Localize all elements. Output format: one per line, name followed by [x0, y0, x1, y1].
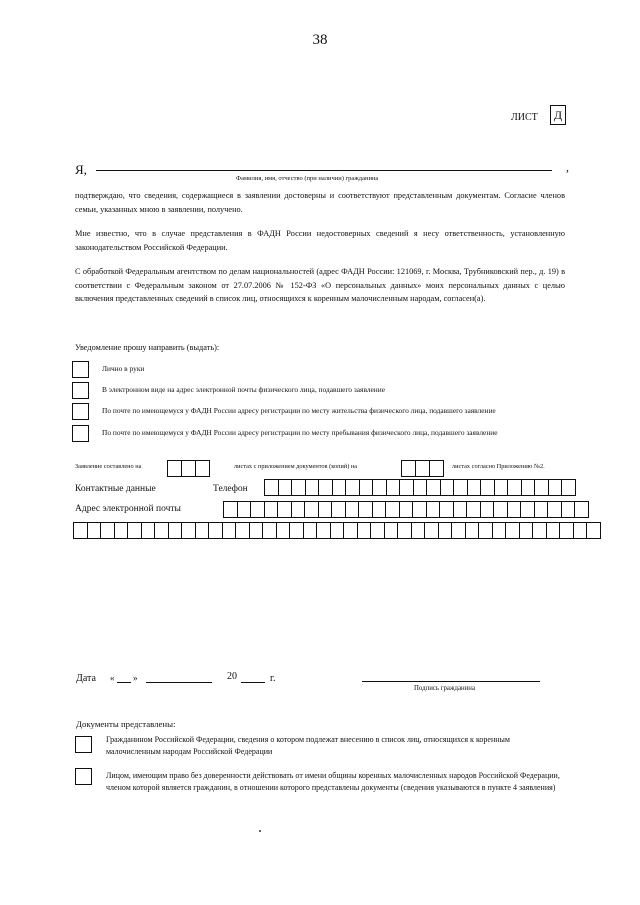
- char-cell[interactable]: [534, 479, 549, 496]
- char-cell[interactable]: [73, 522, 88, 539]
- char-cell[interactable]: [318, 479, 333, 496]
- signature-caption: Подпись гражданина: [414, 685, 475, 692]
- consent-paragraph: С обработкой Федеральным агентством по делам национальностей (адрес ФАДН России: 121069, г. Москва, Трубниковский пер., д. 19) в соответствии с Федеральным законом от 27.07.2006 № 152-ФЗ «О персональных данных» моих персональных данных с целью включения представленных сведений в список лиц, относящихся к коренным малочисленным народам, согласен(а).: [75, 267, 565, 303]
- char-cell[interactable]: [357, 522, 372, 539]
- char-cell[interactable]: [358, 501, 373, 518]
- char-cell[interactable]: [249, 522, 264, 539]
- char-cell[interactable]: [277, 501, 292, 518]
- char-cell[interactable]: [386, 479, 401, 496]
- char-cell[interactable]: [424, 522, 439, 539]
- notification-heading: Уведомление прошу направить (выдать):: [75, 343, 220, 352]
- notify-mail-residence-checkbox[interactable]: [72, 403, 89, 420]
- notify-email-checkbox[interactable]: [72, 382, 89, 399]
- char-cell[interactable]: [343, 522, 358, 539]
- char-cell[interactable]: [451, 522, 466, 539]
- char-cell[interactable]: [586, 522, 601, 539]
- char-cell[interactable]: [222, 522, 237, 539]
- notify-option-label: В электронном виде на адрес электронной почты физического лица, подавшего заявление: [102, 385, 385, 394]
- char-cell[interactable]: [141, 522, 156, 539]
- char-cell[interactable]: [505, 522, 520, 539]
- char-cell[interactable]: [574, 501, 589, 518]
- char-cell[interactable]: [561, 501, 576, 518]
- char-cell[interactable]: [439, 501, 454, 518]
- year-prefix: 20: [227, 671, 237, 682]
- contacts-label: Контактные данные: [75, 484, 156, 494]
- char-cell[interactable]: [278, 479, 293, 496]
- char-cell[interactable]: [521, 479, 536, 496]
- char-cell[interactable]: [480, 501, 495, 518]
- char-cell[interactable]: [318, 501, 333, 518]
- char-cell[interactable]: [426, 479, 441, 496]
- char-cell[interactable]: [195, 522, 210, 539]
- char-cell[interactable]: [453, 501, 468, 518]
- char-cell[interactable]: [289, 522, 304, 539]
- char-cell[interactable]: [440, 479, 455, 496]
- sheet-count-cells[interactable]: [168, 460, 210, 477]
- full-name-field[interactable]: [96, 170, 552, 171]
- phone-label: Телефон: [213, 484, 248, 494]
- char-cell[interactable]: [223, 501, 238, 518]
- char-cell[interactable]: [237, 501, 252, 518]
- char-cell[interactable]: [547, 501, 562, 518]
- declarant-prefix: Я,: [75, 162, 87, 177]
- char-cell[interactable]: [453, 479, 468, 496]
- scan-speck: [259, 830, 261, 832]
- notify-option-label: По почте по имеющемуся у ФАДН России адресу регистрации по месту пребывания физического лица, подавшего заявление: [102, 428, 498, 437]
- email-cells-row1[interactable]: [224, 501, 589, 518]
- char-cell[interactable]: [534, 501, 549, 518]
- char-cell[interactable]: [276, 522, 291, 539]
- full-name-caption: Фамилия, имя, отчество (при наличии) гражданина: [236, 175, 379, 182]
- char-cell[interactable]: [305, 479, 320, 496]
- char-cell[interactable]: [493, 501, 508, 518]
- char-cell[interactable]: [559, 522, 574, 539]
- month-field[interactable]: [146, 682, 212, 683]
- documents-option-label: Лицом, имеющим право без доверенности действовать от имени общины коренных малочисленных народов Российской Федерации, членом которой является гражданин, в отношении которого представлены документы (сведения указываются в пункте 4 заявления): [106, 771, 560, 792]
- char-cell[interactable]: [507, 501, 522, 518]
- char-cell[interactable]: [250, 501, 265, 518]
- notify-in-person-checkbox[interactable]: [72, 361, 89, 378]
- char-cell[interactable]: [466, 501, 481, 518]
- documents-heading: Документы представлены:: [76, 719, 176, 729]
- char-cell[interactable]: [370, 522, 385, 539]
- char-cell[interactable]: [399, 501, 414, 518]
- date-quote-open: «: [110, 673, 115, 683]
- char-cell[interactable]: [208, 522, 223, 539]
- char-cell[interactable]: [372, 501, 387, 518]
- char-cell[interactable]: [264, 479, 279, 496]
- responsibility-paragraph: Мне известно, что в случае представления в ФАДН России недостоверных сведений я несу ответственность, установленную законодательством Российской Федерации.: [75, 229, 565, 252]
- char-cell[interactable]: [372, 479, 387, 496]
- documents-option-label: Гражданином Российской Федерации, сведения о котором подлежат внесению в список лиц, относящихся к коренным малочисленным народам Российской Федерации: [106, 735, 510, 756]
- char-cell[interactable]: [494, 479, 509, 496]
- date-quote-close: »: [133, 673, 138, 683]
- char-cell[interactable]: [332, 479, 347, 496]
- char-cell[interactable]: [359, 479, 374, 496]
- char-cell[interactable]: [385, 501, 400, 518]
- date-label: Дата: [76, 673, 96, 684]
- notify-option-label: По почте по имеющемуся у ФАДН России адресу регистрации по месту жительства физического лица, подавшего заявление: [102, 406, 496, 415]
- char-cell[interactable]: [465, 522, 480, 539]
- confirmation-paragraph: подтверждаю, что сведения, содержащиеся в заявлении достоверны и соответствуют представленным документам. Согласие членов семьи, указанных мною в заявлении, получено.: [75, 191, 565, 214]
- char-cell[interactable]: [330, 522, 345, 539]
- char-cell[interactable]: [412, 501, 427, 518]
- char-cell[interactable]: [154, 522, 169, 539]
- signature-field[interactable]: [362, 681, 540, 682]
- char-cell[interactable]: [467, 479, 482, 496]
- declarant-comma: ,: [566, 160, 569, 174]
- char-cell[interactable]: [561, 479, 576, 496]
- char-cell[interactable]: [316, 522, 331, 539]
- char-cell[interactable]: [168, 522, 183, 539]
- composition-label-3: листах согласно Приложению №2.: [452, 463, 545, 470]
- char-cell[interactable]: [345, 501, 360, 518]
- year-field[interactable]: [241, 682, 265, 683]
- char-cell[interactable]: [114, 522, 129, 539]
- char-cell[interactable]: [264, 501, 279, 518]
- attachment-count-cells[interactable]: [402, 460, 444, 477]
- char-cell[interactable]: [345, 479, 360, 496]
- char-cell[interactable]: [399, 479, 414, 496]
- char-cell[interactable]: [573, 522, 588, 539]
- char-cell[interactable]: [548, 479, 563, 496]
- sheet-code-box: Д: [550, 105, 566, 125]
- phone-cells[interactable]: [265, 479, 576, 496]
- composition-label-2: листах с приложением документов (копий) на: [234, 463, 358, 470]
- char-cell[interactable]: [87, 522, 102, 539]
- sheet-label: ЛИСТ: [511, 112, 538, 123]
- char-cell[interactable]: [304, 501, 319, 518]
- char-cell[interactable]: [384, 522, 399, 539]
- char-cell[interactable]: [291, 501, 306, 518]
- day-field[interactable]: [117, 682, 131, 683]
- submitted-by-citizen-checkbox[interactable]: [75, 736, 92, 753]
- char-cell[interactable]: [507, 479, 522, 496]
- char-cell[interactable]: [426, 501, 441, 518]
- email-label: Адрес электронной почты: [75, 504, 181, 514]
- char-cell[interactable]: [520, 501, 535, 518]
- char-cell[interactable]: [413, 479, 428, 496]
- char-cell[interactable]: [291, 479, 306, 496]
- char-cell[interactable]: [411, 522, 426, 539]
- char-cell[interactable]: [492, 522, 507, 539]
- char-cell[interactable]: [480, 479, 495, 496]
- char-cell[interactable]: [478, 522, 493, 539]
- notify-option-label: Лично в руки: [102, 364, 145, 373]
- char-cell[interactable]: [397, 522, 412, 539]
- char-cell[interactable]: [100, 522, 115, 539]
- char-cell[interactable]: [519, 522, 534, 539]
- year-suffix: г.: [270, 673, 276, 684]
- notify-mail-stay-checkbox[interactable]: [72, 425, 89, 442]
- char-cell[interactable]: [181, 522, 196, 539]
- submitted-by-community-rep-checkbox[interactable]: [75, 768, 92, 785]
- char-cell[interactable]: [546, 522, 561, 539]
- page-number: 38: [312, 32, 328, 48]
- char-cell[interactable]: [235, 522, 250, 539]
- char-cell[interactable]: [331, 501, 346, 518]
- composition-label-1: Заявление составлено на: [75, 463, 142, 470]
- char-cell[interactable]: [532, 522, 547, 539]
- char-cell[interactable]: [303, 522, 318, 539]
- email-cells-row2[interactable]: [74, 522, 601, 539]
- char-cell[interactable]: [262, 522, 277, 539]
- char-cell[interactable]: [438, 522, 453, 539]
- char-cell[interactable]: [127, 522, 142, 539]
